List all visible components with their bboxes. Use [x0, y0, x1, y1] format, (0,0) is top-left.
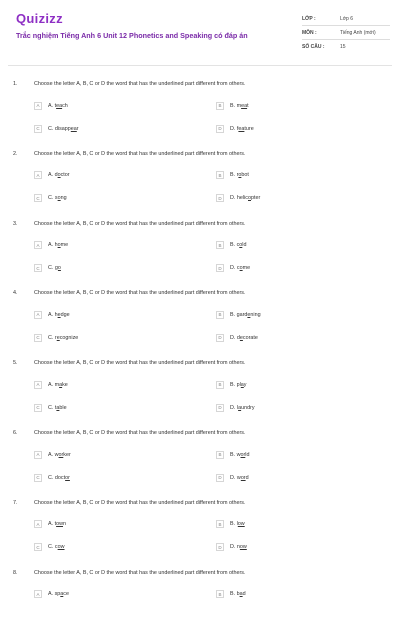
- option-letter-box[interactable]: D: [216, 543, 224, 551]
- option-text: [230, 591, 246, 597]
- underlined-part: or: [58, 451, 64, 458]
- word-start: gard: [236, 311, 248, 318]
- option-letter-box[interactable]: D: [216, 474, 224, 482]
- option-text: [48, 103, 68, 109]
- option-letter-box[interactable]: C: [34, 404, 42, 412]
- answer-option-d[interactable]: [216, 543, 247, 552]
- option-prefix: B.: [230, 451, 236, 458]
- option-text: [230, 335, 258, 341]
- option-text: [48, 475, 70, 481]
- underlined-part: ow: [237, 521, 245, 528]
- answer-option-c[interactable]: [34, 403, 67, 412]
- option-text: [48, 405, 67, 411]
- option-prefix: A.: [48, 451, 54, 458]
- word-start: l: [236, 521, 238, 528]
- answer-option-b[interactable]: [216, 171, 249, 180]
- answer-option-a[interactable]: [34, 520, 66, 529]
- option-letter-box[interactable]: A: [34, 590, 42, 598]
- option-prefix: A.: [48, 172, 54, 179]
- option-prefix: D.: [230, 474, 236, 481]
- option-letter-box[interactable]: C: [34, 334, 42, 342]
- option-letter-box[interactable]: B: [216, 520, 224, 528]
- answer-option-c[interactable]: [34, 194, 67, 203]
- word-end: ctor: [60, 172, 70, 179]
- underlined-part: e: [57, 311, 61, 318]
- word-end: ce: [63, 591, 69, 598]
- underlined-part: ow: [239, 544, 247, 551]
- answer-option-d[interactable]: [216, 403, 255, 412]
- option-letter-box[interactable]: A: [34, 241, 42, 249]
- option-letter-box[interactable]: D: [216, 264, 224, 272]
- answer-option-d[interactable]: [216, 194, 260, 203]
- answer-option-d[interactable]: [216, 333, 258, 342]
- option-letter-box[interactable]: C: [34, 474, 42, 482]
- answer-option-d[interactable]: [216, 264, 250, 273]
- quizizz-logo: Quizizz: [16, 11, 63, 26]
- question-text: Choose the letter A, B, C or D the word that has the underlined part different from others.: [34, 290, 246, 297]
- underlined-part: or: [65, 474, 70, 481]
- option-letter-box[interactable]: D: [216, 404, 224, 412]
- question-number: 3.: [13, 220, 18, 227]
- word-start: m: [54, 381, 60, 388]
- option-prefix: C.: [48, 125, 54, 132]
- meta-label: LỚP :: [302, 15, 316, 22]
- underlined-part: ow: [57, 544, 65, 551]
- question-5: [0, 360, 400, 430]
- answer-option-c[interactable]: [34, 473, 70, 482]
- word-end: d: [242, 591, 246, 598]
- question-text: Choose the letter A, B, C or D the word that has the underlined part different from others.: [34, 220, 246, 227]
- underlined-part: a: [56, 404, 60, 411]
- word-end: ture: [244, 125, 254, 132]
- word-end: ker: [63, 451, 71, 458]
- question-2: [0, 151, 400, 221]
- underlined-part: e: [247, 311, 251, 318]
- answer-option-d[interactable]: [216, 473, 249, 482]
- word-start: pl: [236, 381, 241, 388]
- underlined-part: e: [239, 334, 243, 341]
- answer-option-a[interactable]: [34, 590, 69, 599]
- answer-option-b[interactable]: [216, 101, 249, 110]
- option-text: [48, 544, 65, 550]
- word-end: y: [243, 381, 247, 388]
- underlined-part: o: [57, 172, 61, 179]
- option-text: [48, 591, 69, 597]
- option-prefix: B.: [230, 591, 236, 598]
- option-letter-box[interactable]: C: [34, 125, 42, 133]
- word-end: corate: [242, 334, 258, 341]
- underlined-part: o: [248, 195, 251, 202]
- question-8: [0, 570, 400, 640]
- option-letter-box[interactable]: C: [34, 543, 42, 551]
- underlined-part: ea: [238, 125, 245, 132]
- option-prefix: C.: [48, 544, 54, 551]
- underlined-part: ea: [241, 102, 248, 109]
- word-start: r: [54, 334, 57, 341]
- word-start: d: [236, 334, 240, 341]
- word-start: w: [236, 451, 241, 458]
- question-number: 5.: [13, 360, 18, 367]
- word-end: ld: [245, 451, 250, 458]
- answer-option-a[interactable]: [34, 450, 71, 459]
- option-letter-box[interactable]: A: [34, 451, 42, 459]
- question-4: [0, 290, 400, 360]
- option-letter-box[interactable]: A: [34, 311, 42, 319]
- option-text: [48, 195, 67, 201]
- word-end: bot: [241, 172, 249, 179]
- option-text: [230, 126, 254, 132]
- answer-option-a[interactable]: [34, 380, 68, 389]
- option-letter-box[interactable]: A: [34, 171, 42, 179]
- meta-row-class: [302, 12, 390, 26]
- word-start: g: [54, 265, 58, 272]
- answer-option-b[interactable]: [216, 590, 246, 599]
- option-letter-box[interactable]: B: [216, 102, 224, 110]
- question-number: 7.: [13, 499, 18, 506]
- question-number: 4.: [13, 290, 18, 297]
- answer-option-b[interactable]: [216, 450, 250, 459]
- question-text: Choose the letter A, B, C or D the word that has the underlined part different from others.: [34, 360, 246, 367]
- underlined-part: a: [59, 381, 63, 388]
- meta-label: SỐ CÂU :: [302, 43, 325, 50]
- option-letter-box[interactable]: B: [216, 311, 224, 319]
- word-start: c: [236, 242, 240, 249]
- word-start: w: [236, 474, 241, 481]
- answer-option-b[interactable]: [216, 310, 261, 319]
- word-end: cognize: [59, 334, 79, 341]
- word-start: helic: [236, 195, 248, 202]
- word-end: ning: [250, 311, 261, 318]
- option-text: [230, 405, 255, 411]
- underlined-part: o: [238, 172, 242, 179]
- question-number: 1.: [13, 81, 18, 87]
- underlined-part: ea: [56, 102, 63, 109]
- option-letter-box[interactable]: D: [216, 334, 224, 342]
- answer-option-c[interactable]: [34, 264, 61, 273]
- word-end: undry: [241, 404, 255, 411]
- option-prefix: D.: [230, 265, 236, 272]
- word-end: ld: [242, 242, 247, 249]
- underlined-part: o: [57, 265, 61, 272]
- option-text: [48, 335, 78, 341]
- question-number: 8.: [13, 569, 18, 576]
- question-text: Choose the letter A, B, C or D the word that has the underlined part different from others.: [34, 430, 246, 436]
- word-start: r: [236, 172, 239, 179]
- word-start: h: [54, 311, 58, 318]
- option-prefix: D.: [230, 125, 236, 132]
- underlined-part: or: [240, 474, 246, 481]
- question-1: [0, 81, 400, 151]
- meta-row-count: [302, 40, 390, 53]
- word-start: b: [236, 591, 240, 598]
- option-prefix: B.: [230, 172, 236, 179]
- question-number: 2.: [13, 150, 18, 157]
- word-start: f: [236, 125, 239, 132]
- meta-value: 15: [340, 43, 346, 50]
- answer-option-a[interactable]: [34, 241, 68, 250]
- word-end: pter: [251, 195, 261, 202]
- option-prefix: A.: [48, 311, 54, 318]
- word-start: disapp: [54, 125, 71, 132]
- meta-table: [302, 12, 390, 53]
- option-letter-box[interactable]: A: [34, 381, 42, 389]
- option-prefix: A.: [48, 102, 54, 109]
- option-letter-box[interactable]: B: [216, 241, 224, 249]
- word-end: ke: [62, 381, 68, 388]
- underlined-part: a: [60, 591, 64, 598]
- option-prefix: A.: [48, 521, 54, 528]
- answer-option-b[interactable]: [216, 520, 245, 529]
- option-letter-box[interactable]: A: [34, 520, 42, 528]
- option-prefix: B.: [230, 521, 236, 528]
- option-prefix: B.: [230, 381, 236, 388]
- option-prefix: B.: [230, 242, 236, 249]
- word-start: m: [236, 102, 242, 109]
- option-text: [230, 195, 260, 201]
- option-text: [48, 126, 79, 132]
- option-letter-box[interactable]: C: [34, 194, 42, 202]
- option-text: [48, 382, 68, 388]
- option-prefix: B.: [230, 311, 236, 318]
- underlined-part: o: [239, 265, 243, 272]
- underlined-part: a: [238, 404, 242, 411]
- question-text: Choose the letter A, B, C or D the word that has the underlined part different from others.: [34, 150, 246, 157]
- word-end: dge: [60, 311, 70, 318]
- word-start: w: [54, 451, 59, 458]
- option-letter-box[interactable]: B: [216, 381, 224, 389]
- option-prefix: C.: [48, 195, 54, 202]
- option-prefix: A.: [48, 591, 54, 598]
- option-text: [48, 242, 68, 248]
- answer-option-c[interactable]: [34, 333, 78, 342]
- meta-value: Tiếng Anh (mới): [340, 29, 376, 36]
- word-start: d: [54, 172, 58, 179]
- underlined-part: o: [239, 242, 243, 249]
- underlined-part: a: [240, 381, 244, 388]
- option-prefix: D.: [230, 195, 236, 202]
- header-divider: [8, 65, 392, 66]
- option-text: [230, 475, 249, 481]
- option-text: [230, 242, 247, 248]
- option-letter-box[interactable]: D: [216, 194, 224, 202]
- option-letter-box[interactable]: A: [34, 102, 42, 110]
- answer-option-a[interactable]: [34, 310, 70, 319]
- option-letter-box[interactable]: B: [216, 171, 224, 179]
- option-prefix: D.: [230, 544, 236, 551]
- question-text: Choose the letter A, B, C or D the word that has the underlined part different from others.: [34, 569, 246, 576]
- word-start: t: [54, 102, 57, 109]
- word-end: me: [242, 265, 251, 272]
- option-prefix: C.: [48, 265, 54, 272]
- word-start: c: [54, 544, 58, 551]
- option-prefix: D.: [230, 404, 236, 411]
- answer-option-c[interactable]: [34, 543, 65, 552]
- underlined-part: e: [56, 334, 60, 341]
- option-text: [230, 521, 245, 527]
- word-end: n: [63, 521, 66, 528]
- option-letter-box[interactable]: C: [34, 264, 42, 272]
- meta-row-subject: [302, 26, 390, 40]
- option-text: [48, 172, 70, 178]
- word-start: t: [54, 521, 57, 528]
- worksheet-title: Trắc nghiệm Tiếng Anh 6 Unit 12 Phonetics and Speaking có đáp án: [16, 31, 248, 40]
- option-text: [48, 452, 71, 458]
- question-text: Choose the letter A, B, C or D the word that has the underlined part different from others.: [34, 81, 246, 87]
- word-end: me: [60, 242, 69, 249]
- answer-option-b[interactable]: [216, 380, 247, 389]
- option-text: [230, 382, 247, 388]
- question-6: [0, 430, 400, 500]
- option-prefix: A.: [48, 242, 54, 249]
- option-letter-box[interactable]: B: [216, 451, 224, 459]
- option-text: [230, 172, 249, 178]
- word-start: doct: [54, 474, 66, 481]
- question-text: Choose the letter A, B, C or D the word that has the underlined part different from others.: [34, 499, 246, 506]
- option-text: [230, 103, 249, 109]
- underlined-part: o: [57, 195, 61, 202]
- underlined-part: ow: [56, 521, 63, 528]
- option-letter-box[interactable]: D: [216, 125, 224, 133]
- meta-label: MÔN :: [302, 29, 317, 36]
- option-text: [48, 312, 70, 318]
- question-7: [0, 500, 400, 570]
- option-prefix: A.: [48, 381, 54, 388]
- answer-option-c[interactable]: [34, 124, 79, 133]
- word-start: t: [54, 404, 57, 411]
- option-text: [230, 452, 250, 458]
- answer-option-a[interactable]: [34, 101, 68, 110]
- underlined-part: ea: [70, 125, 77, 132]
- word-end: r: [76, 125, 79, 132]
- word-start: n: [236, 544, 240, 551]
- word-start: sp: [54, 591, 61, 598]
- word-end: ble: [59, 404, 67, 411]
- word-end: ng: [60, 195, 67, 202]
- underlined-part: a: [239, 591, 243, 598]
- meta-value: Lớp 6: [340, 15, 354, 22]
- underlined-part: or: [240, 451, 246, 458]
- word-start: l: [236, 404, 239, 411]
- option-text: [48, 265, 61, 271]
- option-prefix: C.: [48, 474, 54, 481]
- question-3: [0, 221, 400, 291]
- word-end: t: [247, 102, 249, 109]
- word-start: s: [54, 195, 58, 202]
- word-end: ch: [62, 102, 68, 109]
- word-end: d: [245, 474, 249, 481]
- answer-option-a[interactable]: [34, 171, 70, 180]
- option-prefix: B.: [230, 102, 236, 109]
- option-text: [48, 521, 66, 527]
- option-text: [230, 312, 261, 318]
- word-start: h: [54, 242, 58, 249]
- option-text: [230, 544, 247, 550]
- word-start: c: [236, 265, 240, 272]
- option-prefix: D.: [230, 334, 236, 341]
- option-prefix: C.: [48, 334, 54, 341]
- underlined-part: o: [57, 242, 61, 249]
- option-prefix: C.: [48, 404, 54, 411]
- option-text: [230, 265, 250, 271]
- answer-option-b[interactable]: [216, 241, 247, 250]
- question-number: 6.: [13, 430, 18, 436]
- option-letter-box[interactable]: B: [216, 590, 224, 598]
- answer-option-d[interactable]: [216, 124, 254, 133]
